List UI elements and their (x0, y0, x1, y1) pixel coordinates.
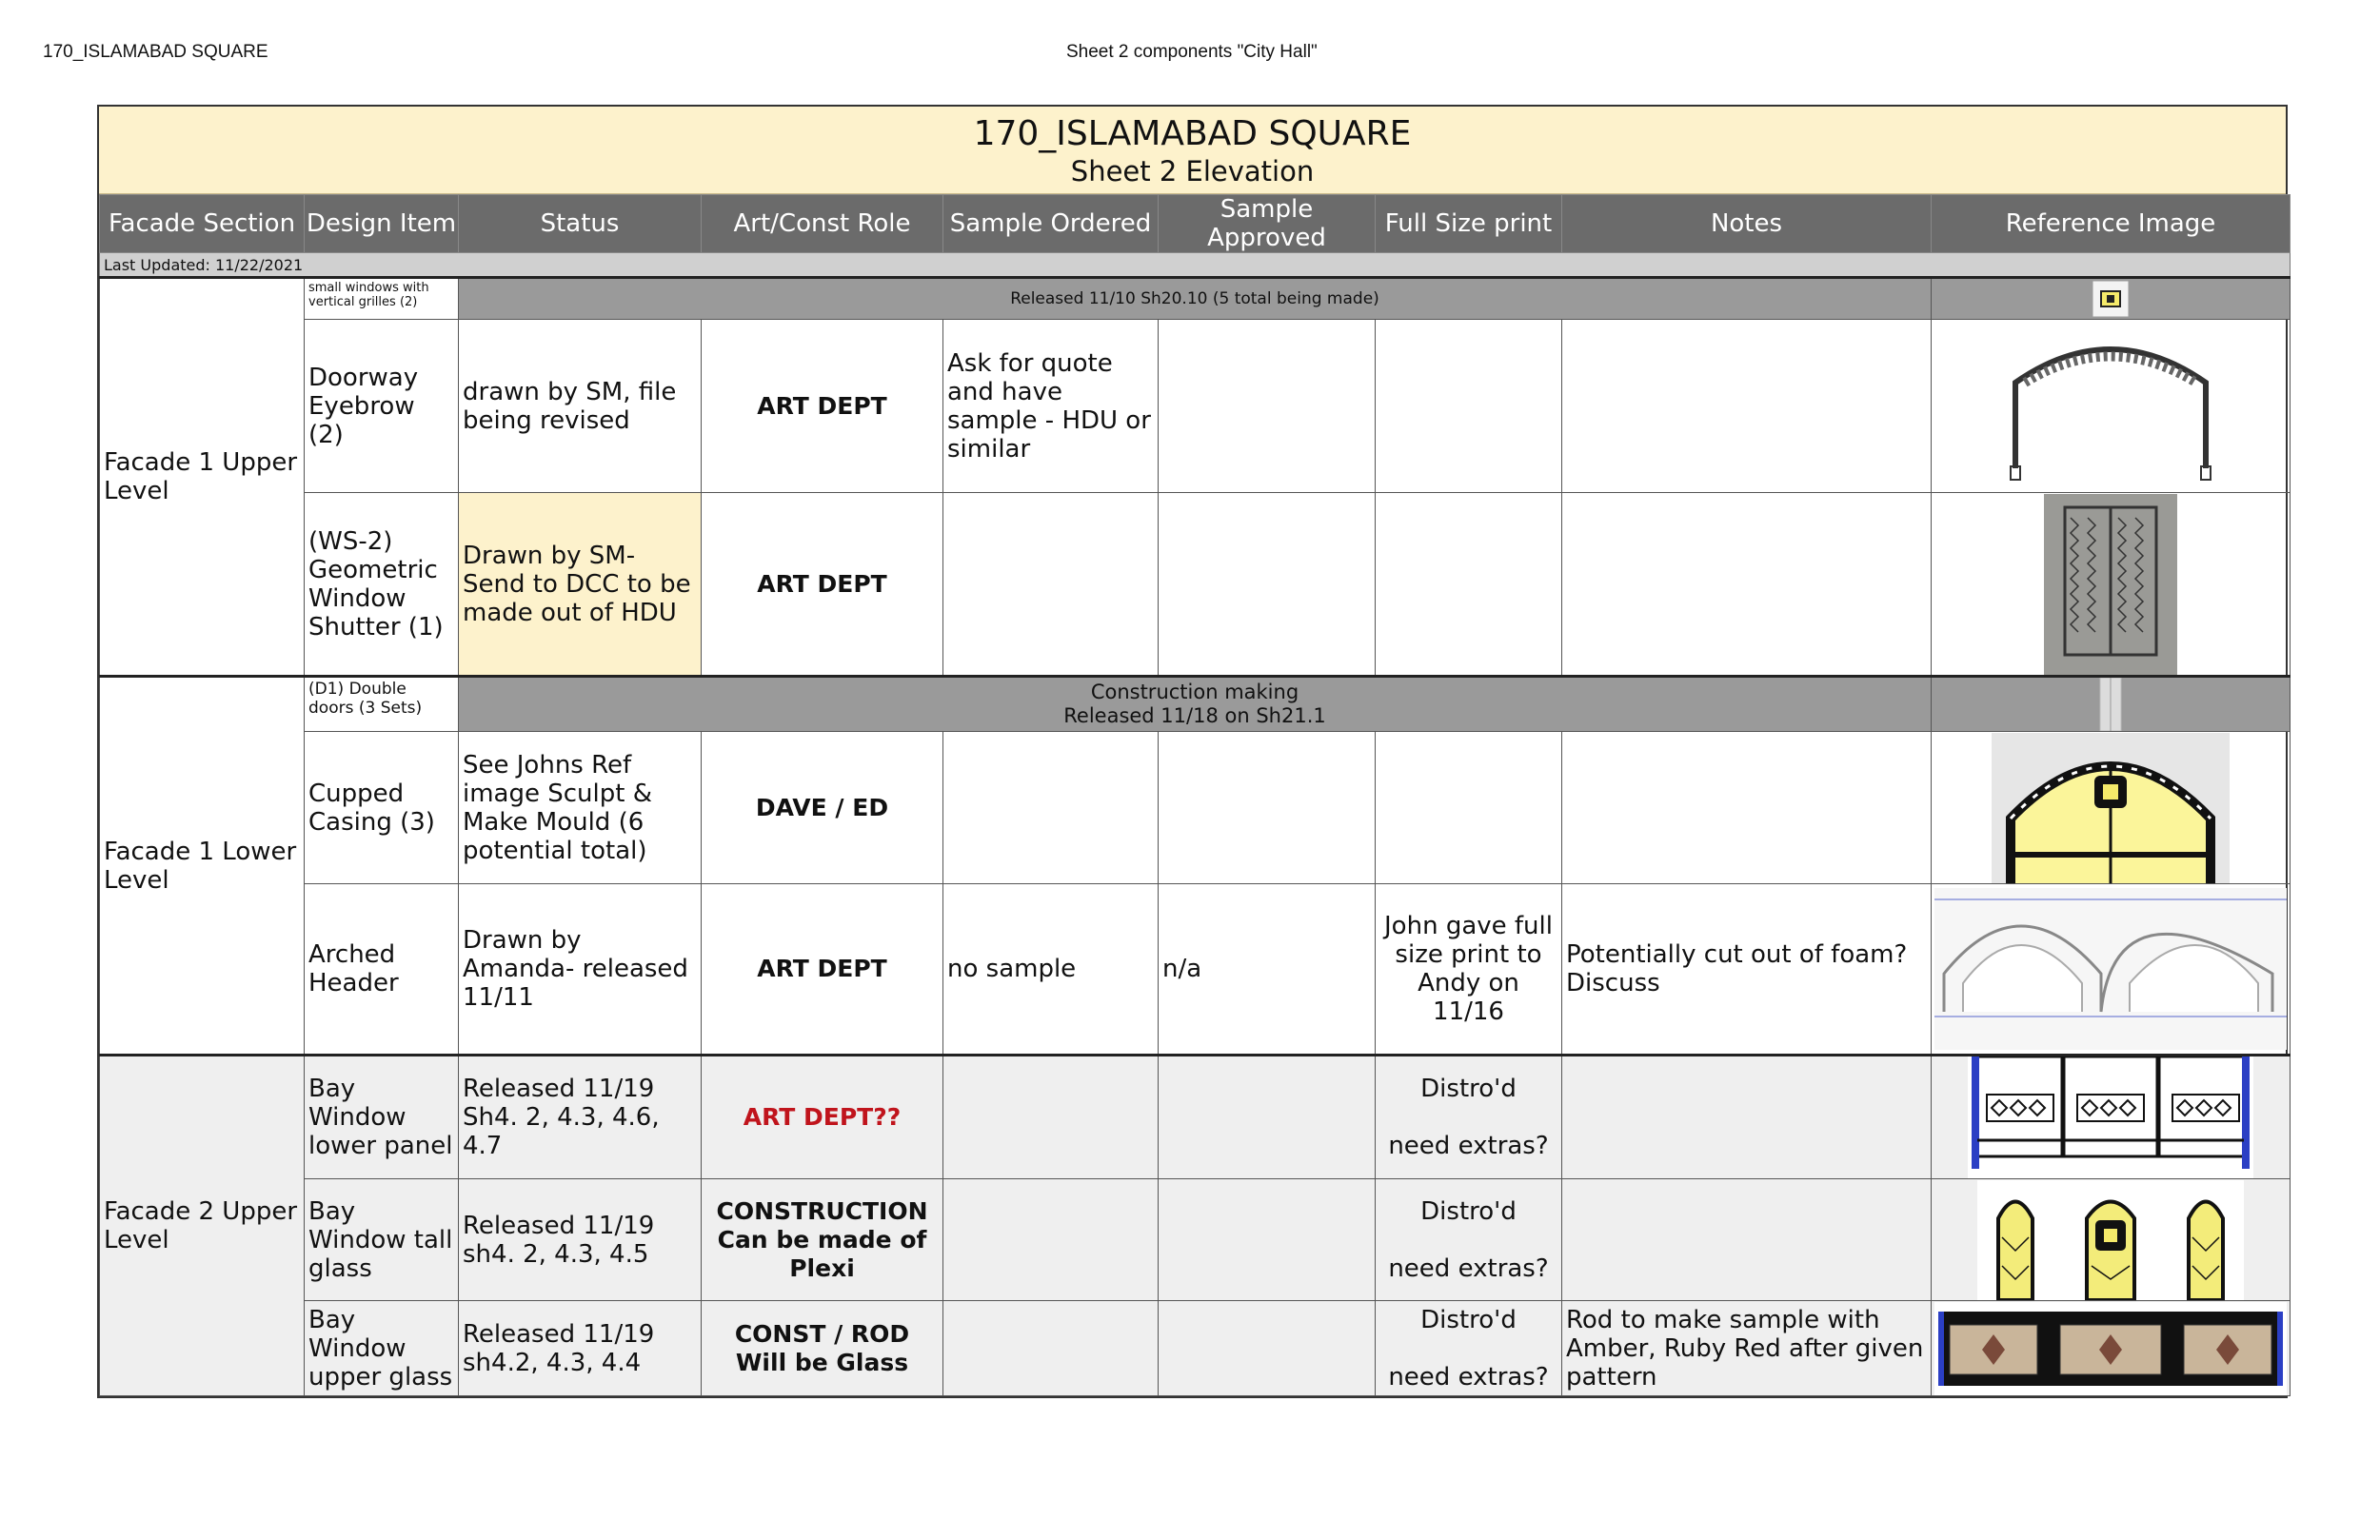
full-size-line-1: Distro'd (1420, 1305, 1517, 1334)
banner-row (100, 278, 2291, 320)
table-row (100, 732, 2291, 884)
window-shutter-drawing-icon (2044, 494, 2177, 675)
sheet-title: 170_ISLAMABAD SQUARE (973, 114, 1412, 153)
full-size (1376, 493, 1562, 677)
facade-section-1: Facade 1 Upper Level (100, 278, 305, 677)
door-thumbnail-icon (2096, 678, 2125, 731)
banner-item: small windows with vertical grilles (2) (305, 278, 459, 320)
sample-ordered (943, 1056, 1159, 1179)
table-row (100, 1179, 2291, 1301)
status: Drawn by SM- Send to DCC to be made out of HDU (459, 493, 702, 677)
bay-window-lower-drawing-icon (1968, 1056, 2253, 1178)
status: Released 11/19 sh4.2, 4.3, 4.4 (459, 1301, 702, 1396)
status: drawn by SM, file being revised (459, 320, 702, 493)
notes (1562, 732, 1932, 884)
components-table (99, 194, 2291, 1396)
role-line-2: Can be made of Plexi (717, 1225, 927, 1282)
col-design-item: Design Item (305, 195, 459, 253)
header-row (100, 195, 2291, 253)
reference-image (1932, 493, 2291, 677)
sample-ordered (943, 732, 1159, 884)
last-updated: Last Updated: 11/22/2021 (100, 253, 2291, 278)
facade-section-3: Facade 2 Upper Level (100, 1056, 305, 1396)
col-sample-ordered: Sample Ordered (943, 195, 1159, 253)
bay-window-tall-glass-drawing-icon (1977, 1180, 2244, 1300)
design-item: Cupped Casing (3) (305, 732, 459, 884)
reference-image (1932, 884, 2291, 1056)
reference-image (1932, 677, 2291, 732)
title-band (99, 107, 2286, 194)
col-full-size: Full Size print (1376, 195, 1562, 253)
sample-ordered (943, 1179, 1159, 1301)
notes (1562, 1056, 1932, 1179)
col-notes: Notes (1562, 195, 1932, 253)
role-line-1: CONSTRUCTION (716, 1196, 928, 1225)
reference-image (1932, 732, 2291, 884)
role (702, 1179, 943, 1301)
notes (1562, 493, 1932, 677)
full-size-line-2: need extras? (1388, 1254, 1549, 1283)
role (702, 1301, 943, 1396)
reference-image (1932, 1056, 2291, 1179)
sample-approved (1159, 1301, 1376, 1396)
sample-approved (1159, 493, 1376, 677)
full-size-line-1: Distro'd (1420, 1075, 1517, 1103)
table-row (100, 493, 2291, 677)
status: Released 11/19 sh4. 2, 4.3, 4.5 (459, 1179, 702, 1301)
reference-image (1932, 1179, 2291, 1301)
reference-image (1932, 320, 2291, 493)
page-header-left: 170_ISLAMABAD SQUARE (43, 42, 268, 62)
banner-text: Released 11/10 Sh20.10 (5 total being made) (459, 278, 1932, 320)
col-facade-section: Facade Section (100, 195, 305, 253)
notes (1562, 320, 1932, 493)
cupped-casing-drawing-icon (1992, 733, 2230, 883)
reference-image (1932, 1301, 2291, 1396)
page-header-center: Sheet 2 components "City Hall" (1066, 42, 1318, 62)
reference-image (1932, 278, 2291, 320)
col-reference-image: Reference Image (1932, 195, 2291, 253)
role: ART DEPT (702, 884, 943, 1056)
role: ART DEPT?? (702, 1056, 943, 1179)
eyebrow-drawing-icon (1987, 326, 2234, 487)
status: Released 11/19 Sh4. 2, 4.3, 4.6, 4.7 (459, 1056, 702, 1179)
table-row (100, 884, 2291, 1056)
sample-ordered (943, 1301, 1159, 1396)
banner-item: (D1) Double doors (3 Sets) (305, 677, 459, 732)
arched-header-drawing-icon (1934, 888, 2287, 1050)
full-size (1376, 320, 1562, 493)
col-sample-approved: Sample Approved (1159, 195, 1376, 253)
sample-approved (1159, 320, 1376, 493)
full-size-line-2: need extras? (1388, 1362, 1549, 1392)
bay-window-upper-glass-drawing-icon (1934, 1302, 2287, 1395)
role: ART DEPT (702, 493, 943, 677)
full-size (1376, 1301, 1562, 1396)
window-thumbnail-icon (2092, 280, 2130, 318)
design-item: Arched Header (305, 884, 459, 1056)
full-size (1376, 1056, 1562, 1179)
sheet (97, 105, 2288, 1398)
sheet-subtitle: Sheet 2 Elevation (1070, 155, 1315, 188)
banner-line-2: Released 11/18 on Sh21.1 (1063, 704, 1326, 727)
sample-approved (1159, 732, 1376, 884)
notes: Rod to make sample with Amber, Ruby Red after given pattern (1562, 1301, 1932, 1396)
role-line-2: Will be Glass (735, 1348, 909, 1376)
design-item: (WS-2) Geometric Window Shutter (1) (305, 493, 459, 677)
full-size: John gave full size print to Andy on 11/16 (1376, 884, 1562, 1056)
notes (1562, 1179, 1932, 1301)
banner-row (100, 677, 2291, 732)
role: DAVE / ED (702, 732, 943, 884)
sample-approved (1159, 1056, 1376, 1179)
status: See Johns Ref image Sculpt & Make Mould (6 potential total) (459, 732, 702, 884)
col-status: Status (459, 195, 702, 253)
role-line-1: CONST / ROD (734, 1319, 910, 1348)
sample-ordered (943, 493, 1159, 677)
sample-ordered: no sample (943, 884, 1159, 1056)
role: ART DEPT (702, 320, 943, 493)
full-size-line-1: Distro'd (1420, 1196, 1517, 1226)
notes: Potentially cut out of foam? Discuss (1562, 884, 1932, 1056)
status: Drawn by Amanda- released 11/11 (459, 884, 702, 1056)
full-size (1376, 1179, 1562, 1301)
banner-line-1: Construction making (1090, 681, 1299, 703)
facade-section-2: Facade 1 Lower Level (100, 677, 305, 1056)
design-item: Bay Window tall glass (305, 1179, 459, 1301)
full-size (1376, 732, 1562, 884)
full-size-line-2: need extras? (1388, 1132, 1549, 1160)
design-item: Bay Window upper glass (305, 1301, 459, 1396)
col-role: Art/Const Role (702, 195, 943, 253)
table-row (100, 1301, 2291, 1396)
design-item: Bay Window lower panel (305, 1056, 459, 1179)
table-row (100, 320, 2291, 493)
table-row (100, 1056, 2291, 1179)
sample-approved (1159, 1179, 1376, 1301)
banner-text (459, 677, 1932, 732)
sample-ordered: Ask for quote and have sample - HDU or similar (943, 320, 1159, 493)
sample-approved: n/a (1159, 884, 1376, 1056)
last-updated-row (100, 253, 2291, 278)
design-item: Doorway Eyebrow (2) (305, 320, 459, 493)
